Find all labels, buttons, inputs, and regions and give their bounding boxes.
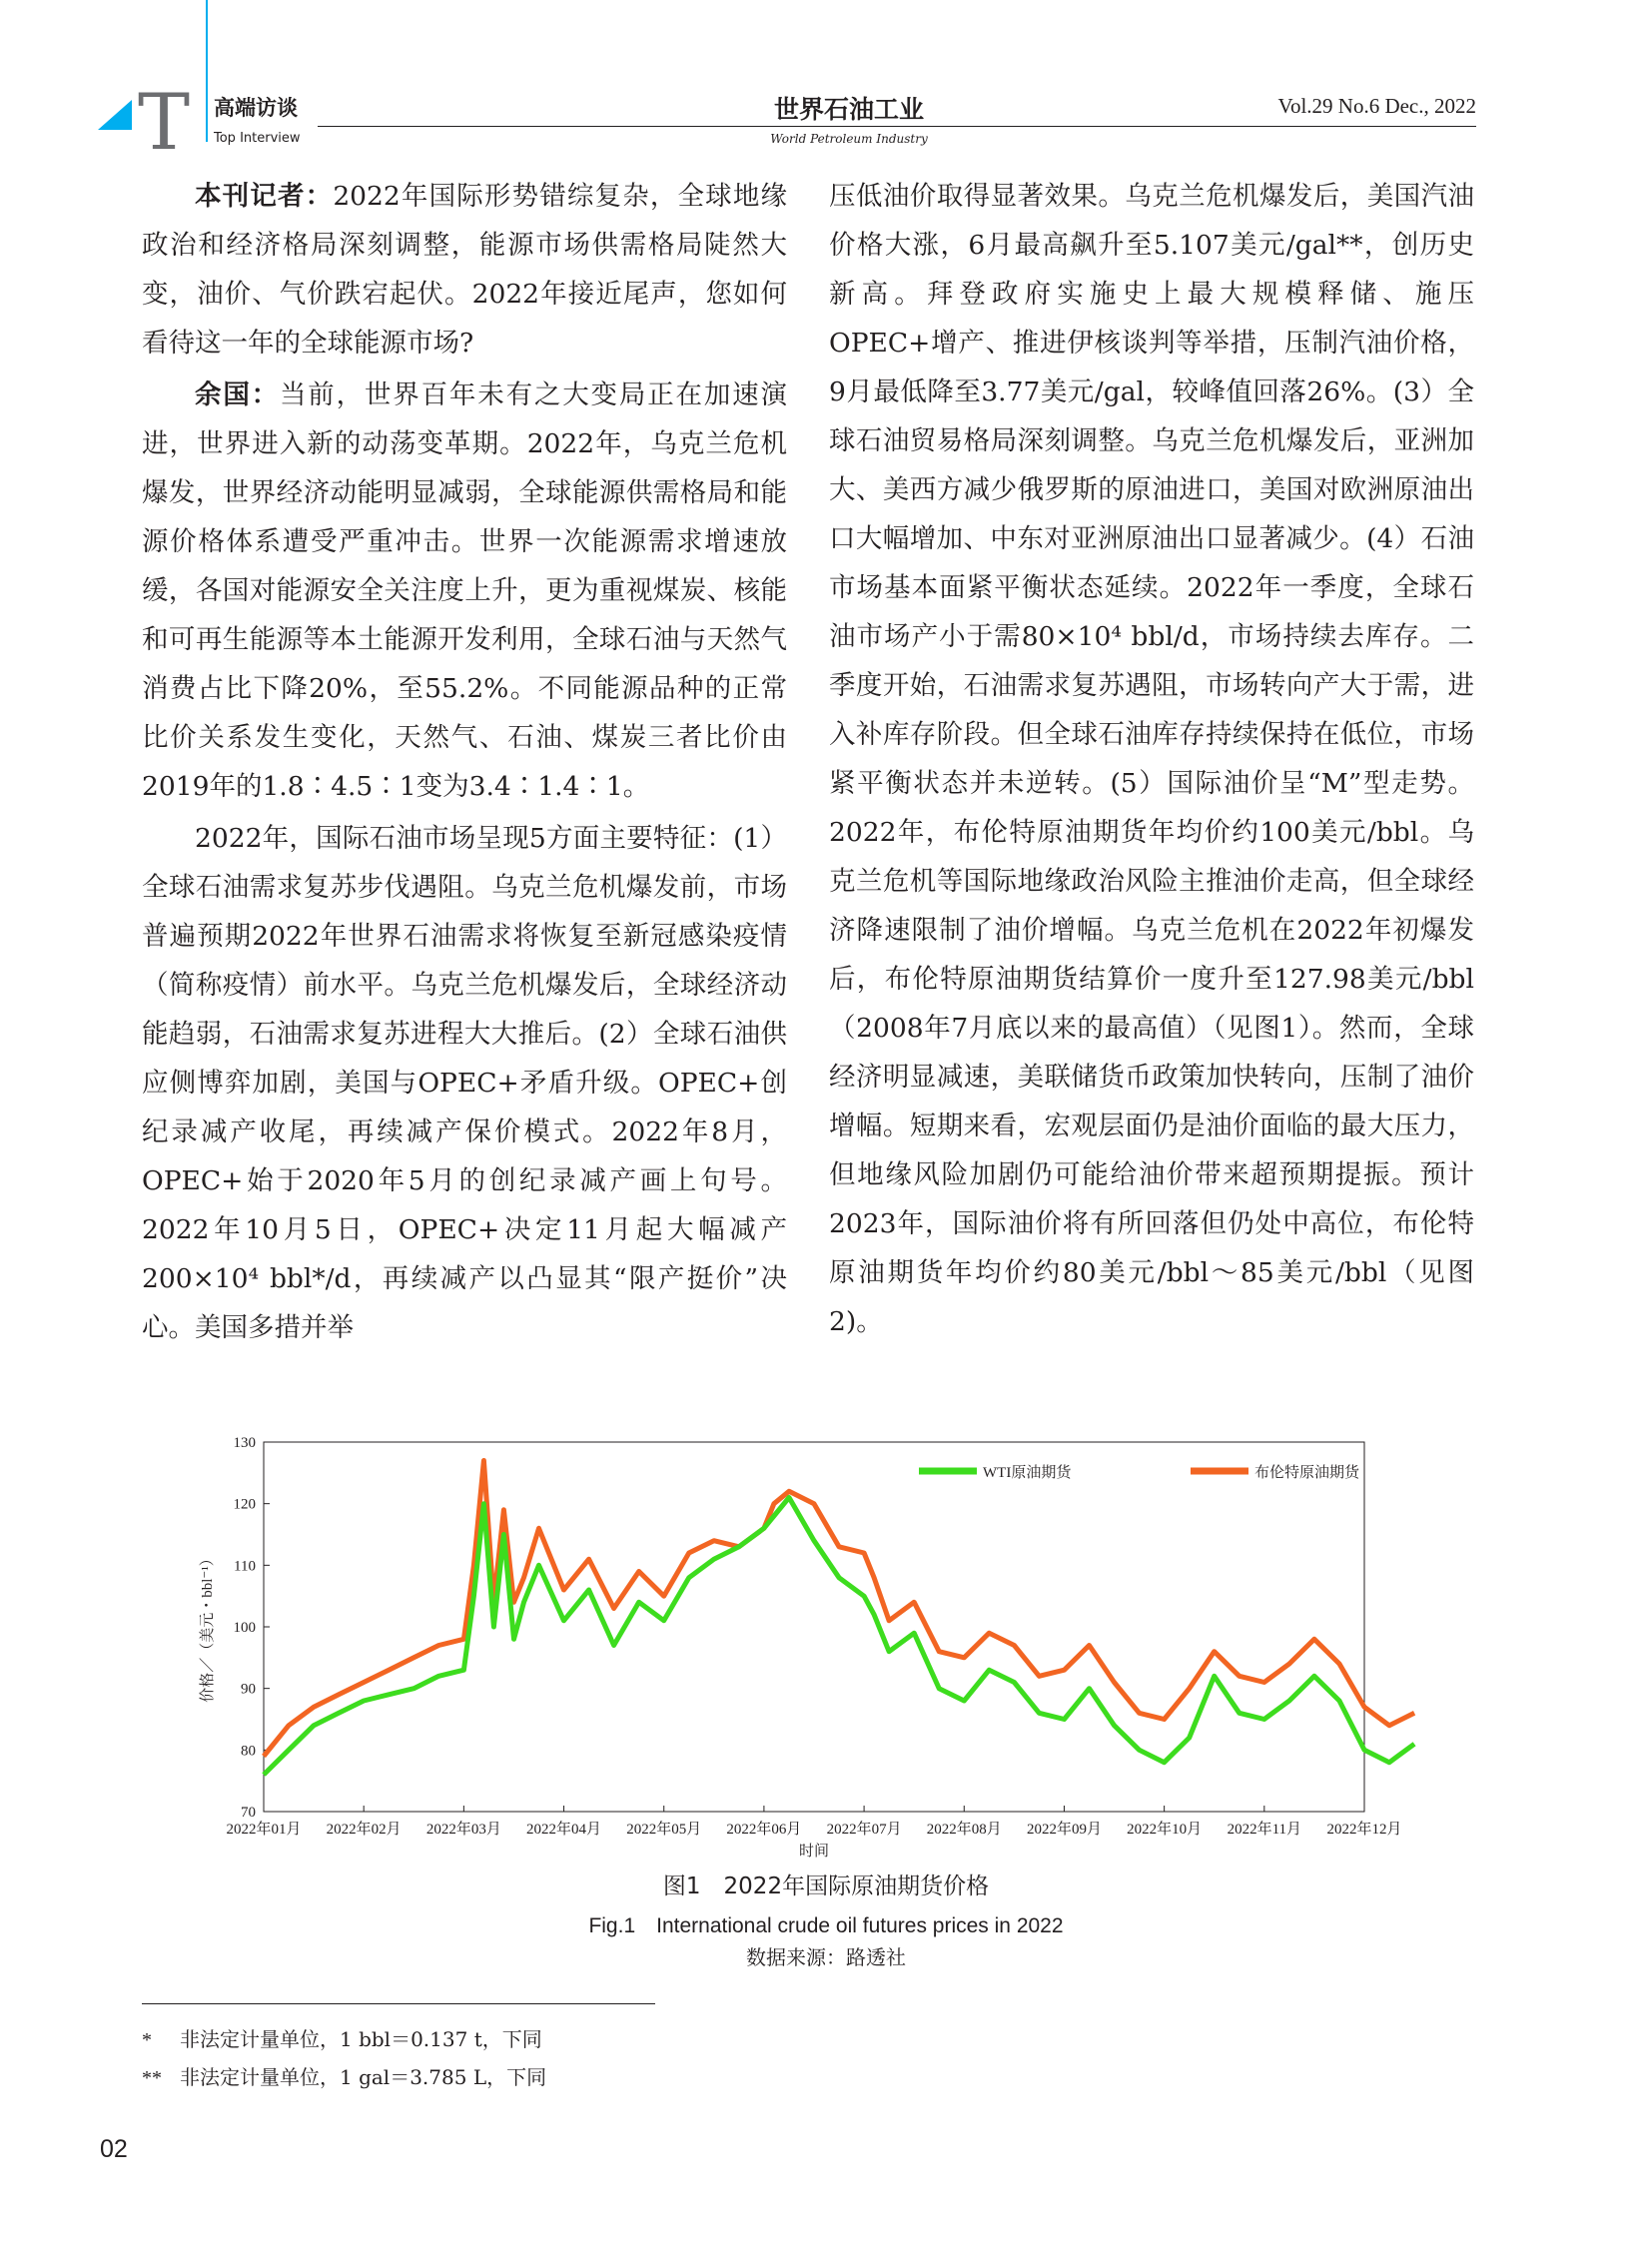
footnote-mark: ** bbox=[142, 2067, 162, 2089]
x-tick-label: 2022年02月 bbox=[326, 1822, 402, 1838]
y-axis-label: 价格／（美元・bbl⁻¹） bbox=[200, 1551, 216, 1703]
speaker-label: 本刊记者： bbox=[195, 181, 334, 212]
journal-subtitle: World Petroleum Industry bbox=[770, 132, 928, 146]
paragraph-text: 2022年国际形势错综复杂，全球地缘政治和经济格局深刻调整，能源市场供需格局陡然大变，油价、气价跌宕起伏。2022年接近尾声，您如何看待这一年的全球能源市场? bbox=[142, 181, 787, 359]
footnote-rule bbox=[142, 2003, 655, 2004]
figure-caption-en: Fig.1 International crude oil futures prices in 2022 bbox=[588, 1914, 1064, 1937]
body-column-left bbox=[142, 172, 787, 1355]
x-tick-label: 2022年07月 bbox=[826, 1822, 902, 1838]
y-tick-label: 90 bbox=[241, 1681, 256, 1698]
section-name-en: Top Interview bbox=[214, 131, 301, 146]
y-tick-label: 110 bbox=[234, 1558, 256, 1575]
paragraph-text: 当前，世界百年未有之大变局正在加速演进，世界进入新的动荡变革期。2022年，乌克兰危机爆发，世界经济动能明显减弱，全球能源供需格局和能源价格体系遭受严重冲击。世界一次能源需求增速放缓，各国对能源安全关注度上升，更为重视煤炭、核能和可再生能源等本土能源开发利用，全球石油与天然气消费占比下降20%，至55.2%。不同能源品种的正常比价关系发生变化，天然气、石油、煤炭三者比价由2019年的1.8∶4.5∶1变为3.4∶1.4∶1。 bbox=[142, 379, 788, 802]
paragraph bbox=[829, 172, 1474, 1346]
section-name-cn: 高端访谈 bbox=[214, 96, 298, 120]
body-column-right bbox=[829, 172, 1474, 1349]
y-tick-label: 120 bbox=[233, 1496, 256, 1513]
oil-price-chart bbox=[190, 1420, 1428, 1860]
x-tick-label: 2022年05月 bbox=[626, 1822, 702, 1838]
footnote-text: 非法定计量单位，1 gal＝3.785 L，下同 bbox=[180, 2065, 547, 2089]
issue-info: Vol.29 No.6 Dec., 2022 bbox=[1277, 94, 1476, 118]
paragraph-text: 压低油价取得显著效果。乌克兰危机爆发后，美国汽油价格大涨，6月最高飙升至5.107美元/gal**，创历史新高。拜登政府实施史上最大规模释储、施压OPEC+增产、推进伊核谈判等举措，压制汽油价格，9月最低降至3.77美元/gal，较峰值回落26%。(3）全球石油贸易格局深刻调整。乌克兰危机爆发后，亚洲加大、美西方减少俄罗斯的原油进口，美国对欧洲原油出口大幅增加、中东对亚洲原油出口显著减少。(4）石油市场基本面紧平衡状态延续。2022年一季度，全球石油市场产小于需80×10⁴ bbl/d，市场持续去库存。二季度开始，石油需求复苏遇阻，市场转向产大于需，进入补库存阶段。但全球石油库存持续保持在低位，市场紧平衡状态并未逆转。(5）国际油价呈“M”型走势。2022年，布伦特原油期货年均价约100美元/bbl。乌克兰危机等国际地缘政治风险主推油价走高，但全球经济降速限制了油价增幅。乌克兰危机在2022年初爆发后，布伦特原油期货结算价一度升至127.98美元/bbl（2008年7月底以来的最高值）（见图1）。然而，全球经济明显减速，美联储货币政策加快转向，压制了油价增幅。短期来看，宏观层面仍是油价面临的最大压力，但地缘风险加剧仍可能给油价带来超预期提振。预计2023年，国际油价将有所回落但仍处中高位，布伦特原油期货年均价约80美元/bbl～85美元/bbl（见图2)。 bbox=[829, 181, 1474, 1337]
series-line bbox=[264, 1498, 1414, 1776]
plot-frame bbox=[264, 1442, 1364, 1812]
paragraph bbox=[142, 814, 787, 1352]
footnote-text: 非法定计量单位，1 bbl＝0.137 t，下同 bbox=[180, 2027, 542, 2051]
figure-caption-cn: 图1 2022年国际原油期货价格 bbox=[662, 1873, 990, 1899]
y-tick-label: 130 bbox=[233, 1435, 256, 1451]
paragraph-text: 2022年，国际石油市场呈现5方面主要特征：(1）全球石油需求复苏步伐遇阻。乌克兰危机爆发前，市场普遍预期2022年世界石油需求将恢复至新冠感染疫情（简称疫情）前水平。乌克兰危机爆发后，全球经济动能趋弱，石油需求复苏进程大大推后。(2）全球石油供应侧博弈加剧，美国与OPEC+矛盾升级。OPEC+创纪录减产收尾，再续减产保价模式。2022年8月，OPEC+始于2020年5月的创纪录减产画上句号。2022年10月5日，OPEC+决定11月起大幅减产200×10⁴ bbl*/d，再续减产以凸显其“限产挺价”决心。美国多措并举 bbox=[142, 823, 787, 1343]
y-tick-label: 100 bbox=[233, 1620, 256, 1636]
legend-label: WTI原油期货 bbox=[983, 1465, 1072, 1481]
x-tick-label: 2022年11月 bbox=[1227, 1822, 1302, 1838]
x-tick-label: 2022年10月 bbox=[1127, 1822, 1203, 1838]
x-axis-label: 时间 bbox=[798, 1844, 830, 1860]
speaker-label: 余国： bbox=[195, 379, 280, 410]
section-logo-letter: T bbox=[138, 78, 191, 168]
x-tick-label: 2022年03月 bbox=[425, 1822, 501, 1838]
header-rule bbox=[318, 126, 1476, 127]
footnote bbox=[142, 2061, 546, 2090]
x-tick-label: 2022年04月 bbox=[526, 1822, 602, 1838]
y-tick-label: 80 bbox=[241, 1743, 256, 1760]
x-tick-label: 2022年01月 bbox=[226, 1822, 302, 1838]
x-tick-label: 2022年08月 bbox=[926, 1822, 1002, 1838]
paragraph bbox=[142, 371, 787, 811]
y-tick-label: 70 bbox=[241, 1805, 256, 1821]
header-accent-line bbox=[206, 0, 208, 142]
x-tick-label: 2022年09月 bbox=[1026, 1822, 1102, 1838]
footnote-mark: * bbox=[142, 2029, 152, 2051]
x-tick-label: 2022年06月 bbox=[726, 1822, 802, 1838]
journal-title: 世界石油工业 bbox=[773, 95, 924, 124]
legend-label: 布伦特原油期货 bbox=[1254, 1465, 1360, 1481]
x-tick-label: 2022年12月 bbox=[1326, 1822, 1402, 1838]
page-number: 02 bbox=[100, 2135, 128, 2163]
footnote bbox=[142, 2023, 542, 2052]
header-triangle-icon bbox=[98, 100, 132, 130]
figure-source: 数据来源：路透社 bbox=[746, 1945, 906, 1969]
paragraph bbox=[142, 172, 787, 368]
